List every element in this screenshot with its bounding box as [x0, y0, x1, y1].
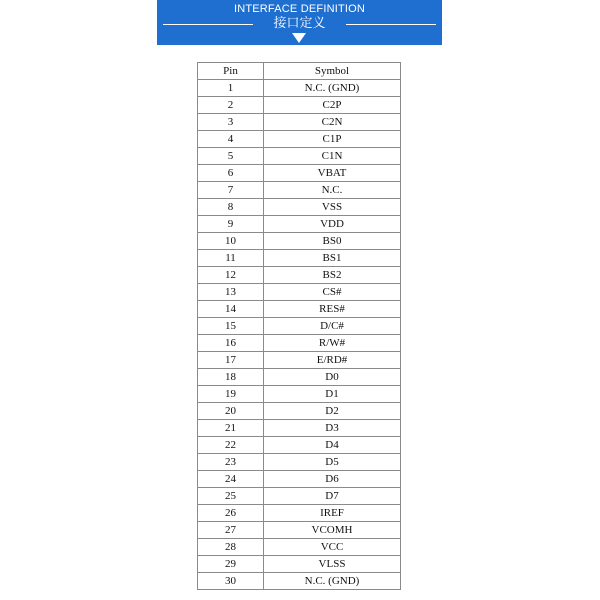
- pin-number-cell: 4: [198, 131, 264, 148]
- table-row: [198, 199, 401, 216]
- table-row: [198, 80, 401, 97]
- pin-number-cell: 21: [198, 420, 264, 437]
- header-pin: Pin: [198, 63, 264, 80]
- banner-title-chinese: 接口定义: [273, 16, 326, 31]
- table-row: [198, 148, 401, 165]
- pin-symbol-cell: CS#: [264, 284, 401, 301]
- pin-number-cell: 3: [198, 114, 264, 131]
- pin-symbol-cell: D6: [264, 471, 401, 488]
- pin-symbol-cell: VBAT: [264, 165, 401, 182]
- pin-definition-table: [197, 62, 401, 590]
- table-row: [198, 318, 401, 335]
- pin-symbol-cell: IREF: [264, 505, 401, 522]
- table-body: [198, 80, 401, 590]
- pin-symbol-cell: VCOMH: [264, 522, 401, 539]
- table-row: [198, 165, 401, 182]
- table-row: [198, 352, 401, 369]
- pin-number-cell: 20: [198, 403, 264, 420]
- pin-symbol-cell: D0: [264, 369, 401, 386]
- table-row: [198, 131, 401, 148]
- pin-number-cell: 27: [198, 522, 264, 539]
- pin-symbol-cell: D2: [264, 403, 401, 420]
- pin-symbol-cell: R/W#: [264, 335, 401, 352]
- table-row: [198, 454, 401, 471]
- section-banner: [157, 0, 442, 45]
- pin-symbol-cell: D/C#: [264, 318, 401, 335]
- banner-title-english: INTERFACE DEFINITION: [233, 3, 366, 15]
- pin-symbol-cell: BS0: [264, 233, 401, 250]
- pin-symbol-cell: D3: [264, 420, 401, 437]
- pin-number-cell: 17: [198, 352, 264, 369]
- pin-number-cell: 7: [198, 182, 264, 199]
- table-row: [198, 335, 401, 352]
- pin-symbol-cell: D5: [264, 454, 401, 471]
- pin-number-cell: 26: [198, 505, 264, 522]
- table-row: [198, 386, 401, 403]
- pin-symbol-cell: VCC: [264, 539, 401, 556]
- pin-number-cell: 28: [198, 539, 264, 556]
- down-arrow-icon: [292, 33, 306, 43]
- pin-number-cell: 16: [198, 335, 264, 352]
- pin-symbol-cell: N.C. (GND): [264, 573, 401, 590]
- pin-number-cell: 12: [198, 267, 264, 284]
- table-row: [198, 114, 401, 131]
- pin-symbol-cell: D4: [264, 437, 401, 454]
- pin-symbol-cell: N.C. (GND): [264, 80, 401, 97]
- table-row: [198, 250, 401, 267]
- table-row: [198, 488, 401, 505]
- pin-number-cell: 18: [198, 369, 264, 386]
- pin-number-cell: 22: [198, 437, 264, 454]
- table-row: [198, 216, 401, 233]
- pin-number-cell: 24: [198, 471, 264, 488]
- pin-symbol-cell: VLSS: [264, 556, 401, 573]
- pin-symbol-cell: D1: [264, 386, 401, 403]
- pin-symbol-cell: VDD: [264, 216, 401, 233]
- table-row: [198, 420, 401, 437]
- pin-symbol-cell: C1N: [264, 148, 401, 165]
- table-row: [198, 301, 401, 318]
- pin-number-cell: 8: [198, 199, 264, 216]
- pin-number-cell: 19: [198, 386, 264, 403]
- pin-symbol-cell: C2P: [264, 97, 401, 114]
- pin-number-cell: 2: [198, 97, 264, 114]
- pin-number-cell: 15: [198, 318, 264, 335]
- pin-number-cell: 14: [198, 301, 264, 318]
- table-row: [198, 97, 401, 114]
- pin-number-cell: 30: [198, 573, 264, 590]
- pin-number-cell: 11: [198, 250, 264, 267]
- table-header-row: [198, 63, 401, 80]
- pin-symbol-cell: N.C.: [264, 182, 401, 199]
- pin-symbol-cell: C2N: [264, 114, 401, 131]
- pin-number-cell: 5: [198, 148, 264, 165]
- table-row: [198, 182, 401, 199]
- pin-symbol-cell: BS1: [264, 250, 401, 267]
- table-row: [198, 437, 401, 454]
- table-row: [198, 522, 401, 539]
- pin-number-cell: 6: [198, 165, 264, 182]
- table-row: [198, 471, 401, 488]
- table-row: [198, 539, 401, 556]
- pin-number-cell: 13: [198, 284, 264, 301]
- table-row: [198, 403, 401, 420]
- table-row: [198, 284, 401, 301]
- pin-number-cell: 1: [198, 80, 264, 97]
- table-row: [198, 556, 401, 573]
- pin-number-cell: 29: [198, 556, 264, 573]
- header-symbol: Symbol: [264, 63, 401, 80]
- pin-symbol-cell: C1P: [264, 131, 401, 148]
- table-row: [198, 233, 401, 250]
- table-row: [198, 505, 401, 522]
- pin-number-cell: 25: [198, 488, 264, 505]
- pin-number-cell: 9: [198, 216, 264, 233]
- pin-number-cell: 10: [198, 233, 264, 250]
- pin-symbol-cell: D7: [264, 488, 401, 505]
- pin-symbol-cell: RES#: [264, 301, 401, 318]
- pin-number-cell: 23: [198, 454, 264, 471]
- pin-symbol-cell: E/RD#: [264, 352, 401, 369]
- table-row: [198, 573, 401, 590]
- table-row: [198, 267, 401, 284]
- pin-symbol-cell: VSS: [264, 199, 401, 216]
- pin-symbol-cell: BS2: [264, 267, 401, 284]
- table-row: [198, 369, 401, 386]
